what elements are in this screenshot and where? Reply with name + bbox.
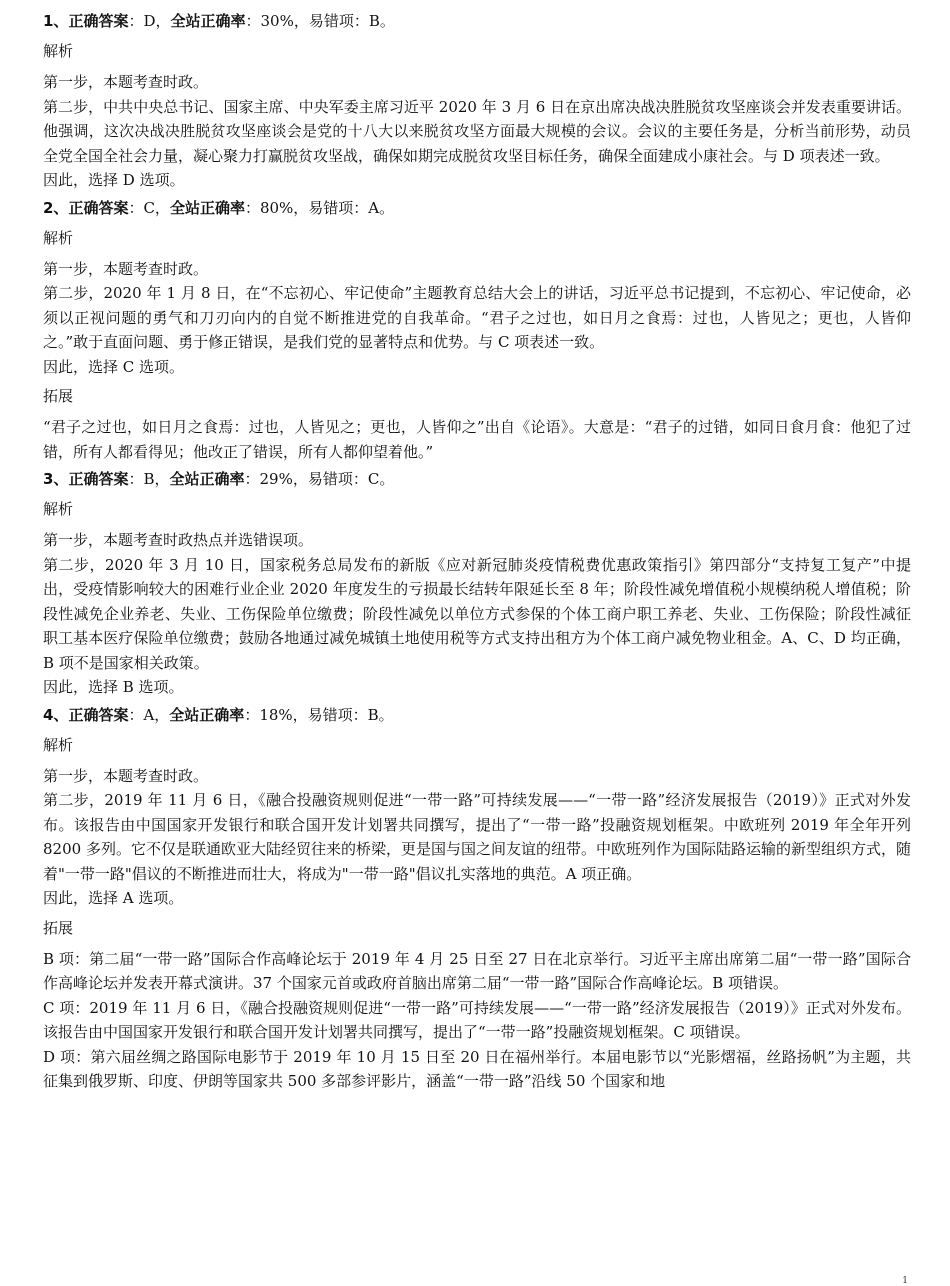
section-paragraph: C 项：2019 年 11 月 6 日，《融合投融资规则促进“一带一路”可持续发展——“一带一路”经济发展报告（2019）》正式对外发布。该报告由中国国家开发银行和联合国开发计划署共同撰写，提出了“一带一路”投融资规划框架。C 项错误。: [43, 998, 911, 1041]
question-header: [43, 466, 911, 492]
rate-value: ：80%，易错项：A。: [244, 198, 395, 217]
section-title: 拓展: [43, 918, 74, 937]
section-paragraph: “君子之过也，如日月之食焉：过也，人皆见之；更也，人皆仰之”出自《论语》。大意是：“君子的过错，如同日食月食：他犯了过错，所有人都看得见；他改正了错误，所有人都仰望着他。”: [43, 418, 911, 461]
section-paragraph: 因此，选择 C 选项。: [43, 357, 185, 376]
section-title: 拓展: [43, 387, 74, 405]
question-number: 4、: [43, 705, 69, 724]
section-title: 解析: [43, 735, 74, 754]
section-paragraph: D 项：第六届丝绸之路国际电影节于 2019 年 10 月 15 日至 20 日在福州举行。本届电影节以“光影熠福，丝路扬帆”为主题，共征集到俄罗斯、印度、伊朗等国家共 500 多部参评影片，涵盖“一带一路”沿线 50 个国家和地: [43, 1047, 911, 1090]
section-paragraph: 第一步，本题考查时政。: [43, 73, 209, 91]
rate-label: 全站正确率: [170, 12, 246, 30]
question-block: [43, 702, 911, 1094]
section-paragraph: 第二步，2020 年 1 月 8 日，在“不忘初心、牢记使命”主题教育总结大会上的讲话，习近平总书记提到，不忘初心、牢记使命，必须以正视问题的勇气和刀刃向内的自觉不断推进党的自我革命。“君子之过也，如日月之食焉：过也，人皆见之；更也，人皆仰之。”敢于直面问题、勇于修正错误，是我们党的显著特点和优势。与 C 项表述一致。: [43, 284, 911, 351]
answer-value: ：B，: [128, 470, 170, 488]
answer-label: 正确答案: [68, 470, 129, 488]
answer-value: ：D，: [128, 12, 171, 30]
answer-label: 正确答案: [68, 12, 129, 30]
answer-label: 正确答案: [68, 198, 129, 217]
question-header: [43, 8, 911, 34]
answer-value: ：C，: [128, 198, 170, 217]
section-paragraph: 第一步，本题考查时政。: [43, 766, 209, 785]
question-number: 2、: [43, 198, 69, 217]
question-block: [43, 466, 911, 700]
rate-label: 全站正确率: [169, 198, 245, 217]
answer-value: ：A，: [128, 705, 170, 724]
rate-value: ：29%，易错项：C。: [244, 470, 395, 488]
question-header: [43, 702, 911, 728]
section-paragraph: 第一步，本题考查时政热点并选错误项。: [43, 531, 314, 549]
section-paragraph: 因此，选择 B 选项。: [43, 678, 184, 696]
question-number: 3、: [43, 470, 69, 488]
section-paragraph: 第二步，2019 年 11 月 6 日，《融合投融资规则促进“一带一路”可持续发展——“一带一路”经济发展报告（2019）》正式对外发布。该报告由中国国家开发银行和联合国开发计划署共同撰写，提出了“一带一路”投融资规划框架。中欧班列 2019 年全年开列 8200 多列。它不仅是联通欧亚大陆经贸往来的桥梁，更是国与国之间友谊的纽带。中欧班列作为国际陆路运输的新型组织方式，随着"一带一路"倡议的不断推进而壮大，将成为"一带一路"倡议扎实落地的典范。A 项正确。: [43, 791, 911, 883]
question-number: 1、: [43, 12, 69, 30]
question-block: [43, 195, 911, 465]
section-paragraph: 第二步，中共中央总书记、国家主席、中央军委主席习近平 2020 年 3 月 6 日在京出席决战决胜脱贫攻坚座谈会并发表重要讲话。他强调，这次决战决胜脱贫攻坚座谈会是党的十八大以来脱贫攻坚方面最大规模的会议。会议的主要任务是，分析当前形势，动员全党全国全社会力量，凝心聚力打赢脱贫攻坚战，确保如期完成脱贫攻坚目标任务，确保全面建成小康社会。与 D 项表述一致。: [43, 97, 911, 165]
answer-document: [43, 6, 911, 1094]
section-paragraph: 因此，选择 D 选项。: [43, 171, 185, 189]
question-block: [43, 8, 911, 193]
section-title: 解析: [43, 500, 74, 518]
rate-label: 全站正确率: [169, 470, 245, 488]
question-header: [43, 195, 911, 221]
section-title: 解析: [43, 42, 74, 60]
rate-value: ：18%，易错项：B。: [244, 705, 394, 724]
section-paragraph: 因此，选择 A 选项。: [43, 889, 184, 907]
answer-label: 正确答案: [68, 705, 129, 724]
rate-value: ：30%，易错项：B。: [245, 12, 395, 30]
page-number: 1: [902, 1276, 908, 1286]
section-paragraph: 第一步，本题考查时政。: [43, 259, 209, 278]
section-paragraph: 第二步，2020 年 3 月 10 日，国家税务总局发布的新版《应对新冠肺炎疫情税费优惠政策指引》第四部分“支持复工复产”中提出，受疫情影响较大的困难行业企业 2020 年度发生的亏损最长结转年限延长至 8 年；阶段性减免增值税小规模纳税人增值税；阶段性减免企业养老、失业、工伤保险单位缴费；阶段性减免以单位方式参保的个体工商户职工养老、失业、工伤保险；阶段性减征职工基本医疗保险单位缴费；鼓励各地通过减免城镇土地使用税等方式支持出租方为个体工商户减免物业租金。A、C、D 均正确，B 项不是国家相关政策。: [43, 555, 911, 672]
section-title: 解析: [43, 228, 74, 247]
rate-label: 全站正确率: [169, 705, 245, 724]
section-paragraph: B 项：第二届“一带一路”国际合作高峰论坛于 2019 年 4 月 25 日至 27 日在北京举行。习近平主席出席第二届“一带一路”国际合作高峰论坛并发表开幕式演讲。37 个国家元首或政府首脑出席第二届“一带一路”国际合作高峰论坛。B 项错误。: [43, 949, 911, 992]
